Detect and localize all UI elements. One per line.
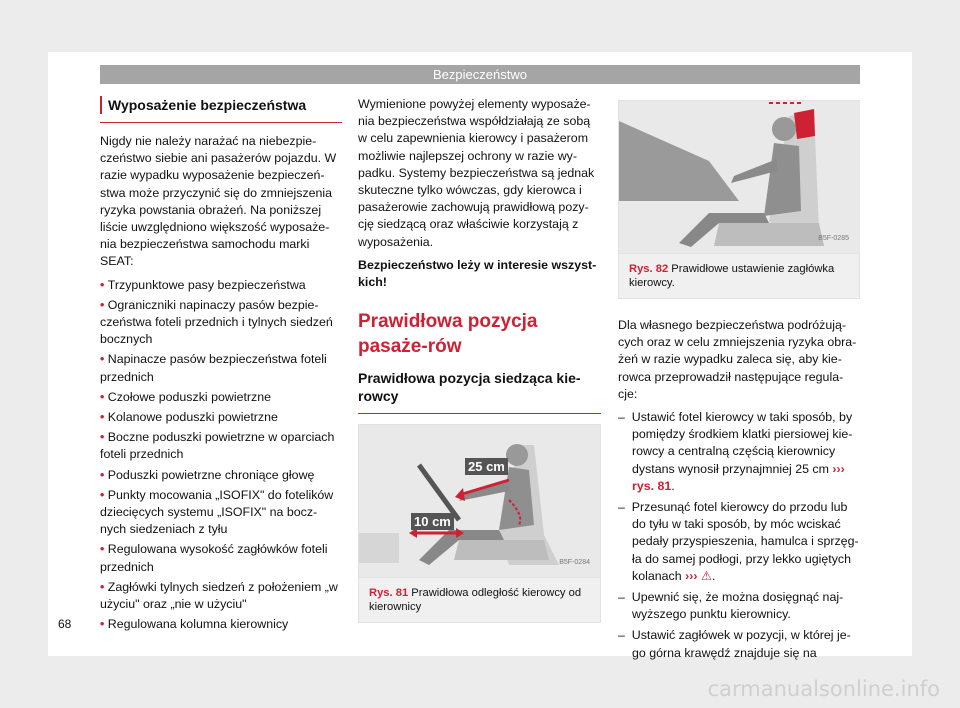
column-1 [100,96,342,636]
bullet-icon: • [100,430,108,445]
bullet-icon: • [100,277,108,292]
bullet-item: • Regulowana kolumna kierownicy [100,617,289,632]
caption-text: Prawidłowa odległość kierowcy od kierownicy [369,587,582,614]
bullet-list [100,277,342,634]
bullet-icon: • [100,389,108,404]
figure-code: B5F-0285 [818,234,849,242]
bullet-item: • Napinacze pasów bezpieczeństwa foteli przednich [100,352,327,384]
watermark: carmanualsonline.info [707,677,940,701]
heading-rule [100,96,342,123]
column-2 [358,96,601,623]
bullet-icon: • [100,617,108,632]
distance-label-10cm: 10 cm [411,513,454,530]
bullet-item: • Ograniczniki napinaczy pasów bezpie-czeństwa foteli przednich i tylnych siedzeń bocznych [100,297,333,347]
bullet-icon: • [100,410,108,425]
section-title: Wyposażenie bezpieczeństwa [100,96,342,114]
instruction-item: – Upewnić się, że można dosięgnąć naj-wyższego punktu kierownicy. [618,590,844,622]
paragraph: Wymienione powyżej elementy wyposaże-nia bezpieczeństwa współdziałają ze sobą w celu zapewnienia kierowcy i pasażerom możliwie najlepszej ochrony w razie wy-padku. Systemy bezpieczeństwa są jednak skuteczne tylko wówczas, gdy kierowca i pasażerowie zachowują prawidłową pozy-cję siedzącą oraz właściwie korzystają z wyposażenia. [358,97,595,249]
bullet-icon: • [100,487,108,502]
figure-link[interactable]: ››› rys. 81 [632,461,845,493]
figure-81 [358,424,601,578]
figure-caption [358,578,601,623]
bullet-item: • Zagłówki tylnych siedzeń z położeniem „w użyciu" oraz „nie w użyciu" [100,579,338,612]
instruction-item: – Ustawić fotel kierowcy w taki sposób, by pomiędzy środkiem klatki piersiowej kie-rowcy a centralną częścią kierownicy dystans wynosił przynajmniej 25 cm ››› rys. 81. [618,410,853,493]
bullet-icon: • [100,467,108,482]
figure-number: Rys. 82 [629,263,669,275]
bullet-item: • Kolanowe poduszki powietrzne [100,410,278,425]
bullet-item: • Punkty mocowania „ISOFIX" do fotelików dziecięcych systemu „ISOFIX" na bocz-nych siedzeniach z tyłu [100,487,334,537]
bullet-item: • Czołowe poduszki powietrzne [100,389,272,404]
figure-82 [618,100,860,254]
instruction-item: – Przesunąć fotel kierowcy do przodu lub do tyłu w taki sposób, by móc wciskać pedały przyspieszenia, hamulca i sprzęg-ła do samej podłogi, przy lekko ugiętych kolanach ››› ⚠. [618,500,859,583]
intro-paragraph: Nigdy nie należy narażać na niebezpie-czeństwo siebie ani pasażerów pojazdu. W razie wypadku wyposażenie bezpieczeń-stwa może przyczynić się do zmniejszenia ryzyka powstania obrażeń. Na poniższej liście uwzględniono większość wyposaże-nia bezpieczeństwa samochodu marki SEAT: [100,134,337,269]
page-number: 68 [58,617,72,631]
figure-code: B5F-0284 [559,559,590,567]
section-header: Bezpieczeństwo [100,65,860,84]
figure-caption [618,254,860,299]
instruction-item: – Ustawić zagłówek w pozycji, w której je-go górna krawędź znajduje się na [618,628,851,660]
warning-icon: ⚠ [700,568,713,583]
warning-link[interactable]: ››› [685,568,698,583]
bullet-icon: • [100,297,108,312]
chapter-title: Prawidłowa pozycja pasaże-rów [358,311,538,358]
bullet-item: • Trzypunktowe pasy bezpieczeństwa [100,277,306,292]
bullet-icon: • [100,579,108,594]
bold-paragraph: Bezpieczeństwo leży w interesie wszyst-kich! [358,257,597,290]
subsection-title: Prawidłowa pozycja siedząca kie-rowcy [358,369,601,414]
distance-label-25cm: 25 cm [465,458,508,475]
bullet-item: • Boczne poduszki powietrzne w oparciach foteli przednich [100,430,335,462]
figure-number: Rys. 81 [369,587,409,600]
bullet-icon: • [100,542,108,557]
caption-text: Prawidłowe ustawienie zagłówka kierowcy. [629,263,835,289]
column-3 [618,100,860,666]
bullet-item: • Poduszki powietrzne chroniące głowę [100,467,315,482]
bullet-item: • Regulowana wysokość zagłówków foteli przednich [100,542,328,574]
intro-paragraph: Dla własnego bezpieczeństwa podróżują-cych oraz w celu zmniejszenia ryzyka obra-żeń w razie wypadku zaleca się, aby kie-rowca przeprowadził następujące regula-cje: [618,318,857,401]
bullet-icon: • [100,352,108,367]
